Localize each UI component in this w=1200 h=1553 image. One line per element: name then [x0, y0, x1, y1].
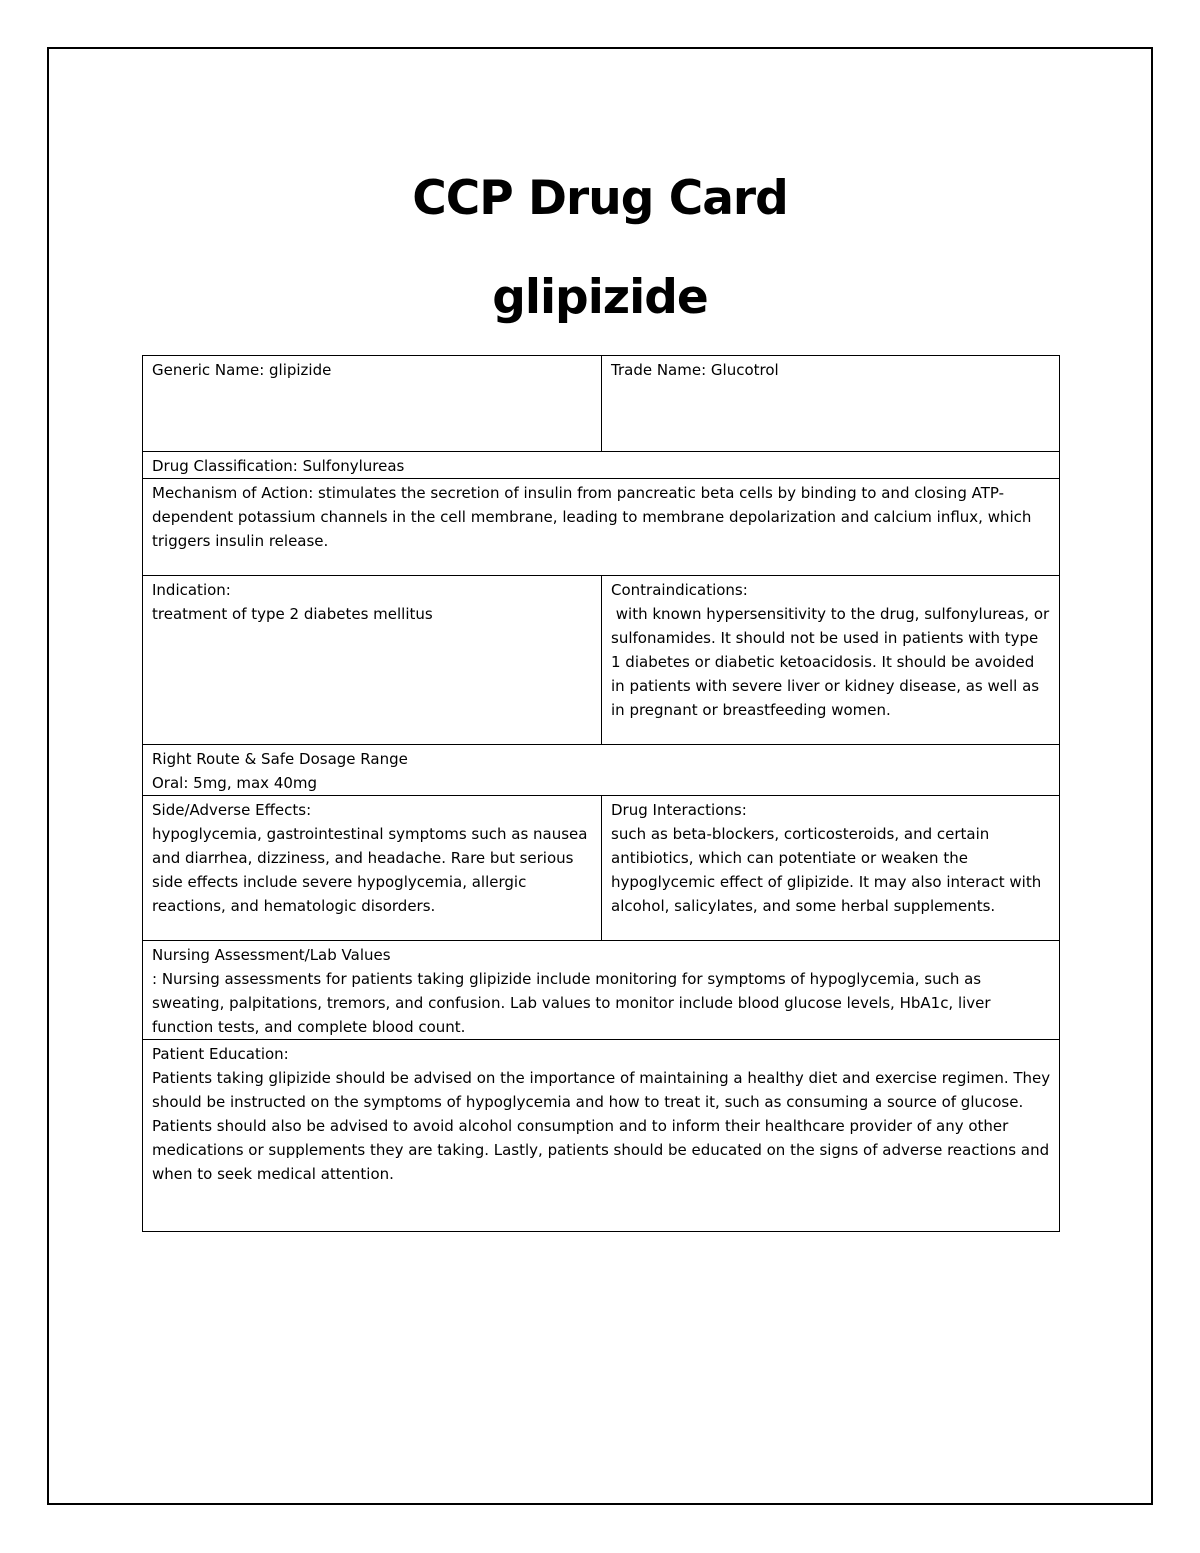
contraindications-text: with known hypersensitivity to the drug, sulfonylureas, or sulfonamides. It should not be used in patients with type 1 diabetes or diabetic ketoacidosis. It should be avoided in patients with severe liver or kidney disease, as well as in pregnant or breastfeeding women.: [611, 605, 1054, 719]
trade-name: Trade Name: Glucotrol: [611, 361, 779, 379]
side-effects-cell: [143, 796, 602, 941]
nursing-assessment-row: [143, 941, 1060, 1040]
route-dosage-cell: [143, 745, 1060, 796]
nursing-assessment-text: : Nursing assessments for patients taking glipizide include monitoring for symptoms of hypoglycemia, such as sweating, palpitations, tremors, and confusion. Lab values to monitor include blood glucose levels, HbA1c, liver function tests, and complete blood count.: [152, 970, 996, 1036]
effects-interactions-row: [143, 796, 1060, 941]
drug-interactions-text: such as beta-blockers, corticosteroids, and certain antibiotics, which can potentiate or weaken the hypoglycemic effect of glipizide. It may also interact with alcohol, salicylates, and some herbal supplements.: [611, 825, 1046, 915]
route-dosage-label: Right Route & Safe Dosage Range: [152, 750, 408, 768]
indication-row: [143, 576, 1060, 745]
drug-interactions-cell: [602, 796, 1060, 941]
contraindications-label: Contraindications:: [611, 581, 748, 599]
generic-name-cell: [143, 356, 602, 452]
route-dosage-row: [143, 745, 1060, 796]
patient-education-row: [143, 1040, 1060, 1232]
side-effects-label: Side/Adverse Effects:: [152, 801, 312, 819]
side-effects-text: hypoglycemia, gastrointestinal symptoms such as nausea and diarrhea, dizziness, and headache. Rare but serious side effects include severe hypoglycemia, allergic reactions, and hematologic disorders.: [152, 825, 593, 915]
indication-cell: [143, 576, 602, 745]
trade-name-cell: [602, 356, 1060, 452]
drug-interactions-label: Drug Interactions:: [611, 801, 747, 819]
patient-education-text: Patients taking glipizide should be advised on the importance of maintaining a healthy diet and exercise regimen. They should be instructed on the symptoms of hypoglycemia and how to treat it, such as consuming a source of glucose. Patients should also be advised to avoid alcohol consumption and to inform their healthcare provider of any other medications or supplements they are taking. Lastly, patients should be educated on the signs of adverse reactions and when to seek medical attention.: [152, 1069, 1055, 1183]
contraindications-cell: [602, 576, 1060, 745]
classification-row: [143, 452, 1060, 479]
mechanism-of-action: Mechanism of Action: stimulates the secretion of insulin from pancreatic beta cells by binding to and closing ATP-dependent potassium channels in the cell membrane, leading to membrane depolarization and calcium influx, which triggers insulin release.: [152, 484, 1037, 550]
mechanism-row: [143, 479, 1060, 576]
mechanism-of-action-cell: [143, 479, 1060, 576]
document-title: CCP Drug Card: [412, 171, 788, 226]
drug-card-table: [142, 355, 1060, 1232]
patient-education-cell: [143, 1040, 1060, 1232]
indication-text: treatment of type 2 diabetes mellitus: [152, 605, 433, 623]
drug-classification: Drug Classification: Sulfonylureas: [152, 457, 405, 475]
nursing-assessment-label: Nursing Assessment/Lab Values: [152, 946, 391, 964]
drug-classification-cell: [143, 452, 1060, 479]
route-dosage-text: Oral: 5mg, max 40mg: [152, 774, 318, 792]
names-row: [143, 356, 1060, 452]
indication-label: Indication:: [152, 581, 231, 599]
nursing-assessment-cell: [143, 941, 1060, 1040]
drug-name-heading: glipizide: [492, 270, 708, 325]
generic-name: Generic Name: glipizide: [152, 361, 332, 379]
patient-education-label: Patient Education:: [152, 1045, 289, 1063]
